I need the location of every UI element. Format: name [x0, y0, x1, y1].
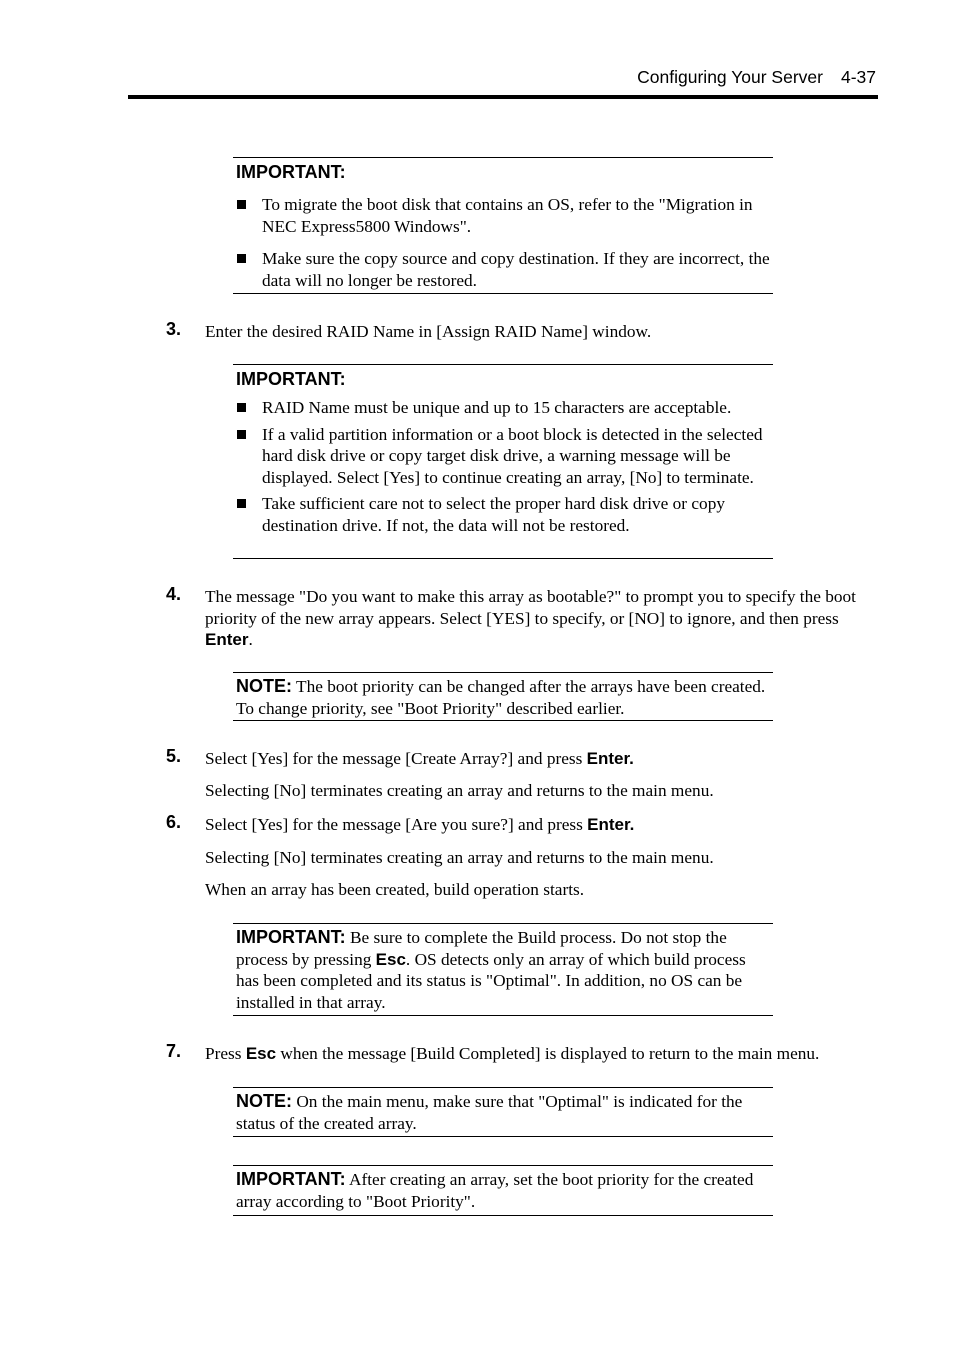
header-rule — [128, 95, 878, 99]
key-name: Enter. — [586, 749, 634, 768]
step-number: 4. — [166, 584, 182, 604]
note-text: NOTE: On the main menu, make sure that "Optimal" is indicated for the status of the created array. — [236, 1091, 743, 1133]
important-list — [233, 397, 773, 536]
step-text: Press Esc when the message [Build Completed] is displayed to return to the main menu. — [205, 1044, 820, 1063]
step-7 — [166, 1043, 866, 1065]
key-name: Enter. — [587, 815, 635, 834]
step-3 — [166, 321, 866, 343]
list-item: Take sufficient care not to select the proper hard disk drive or copy destination drive. If not, the data will not be restored. — [233, 493, 773, 536]
list-item: If a valid partition information or a boot block is detected in the selected hard disk drive or copy target disk drive, a warning message will be displayed. Select [Yes] to continue creating an array, [No] to terminate. — [233, 424, 773, 489]
important-heading: IMPORTANT: — [236, 369, 346, 389]
step-6-note-1: Selecting [No] terminates creating an array and returns to the main menu. — [205, 848, 714, 867]
square-bullet-icon — [237, 254, 246, 263]
list-item: To migrate the boot disk that contains an OS, refer to the "Migration in NEC Express5800 Windows". — [233, 194, 773, 237]
step-text: Select [Yes] for the message [Are you sure?] and press Enter. — [205, 815, 635, 834]
note-box-2 — [233, 1087, 773, 1137]
list-item: Make sure the copy source and copy destination. If they are incorrect, the data will no longer be restored. — [233, 248, 773, 291]
important-list — [233, 194, 773, 291]
square-bullet-icon — [237, 499, 246, 508]
step-number: 3. — [166, 319, 182, 339]
step-text: The message "Do you want to make this array as bootable?" to prompt you to specify the boot priority of the new array appears. Select [YES] to specify, or [NO] to ignore, and then press Enter. — [205, 587, 856, 649]
list-item: RAID Name must be unique and up to 15 characters are acceptable. — [233, 397, 773, 419]
step-6-note-2: When an array has been created, build operation starts. — [205, 880, 585, 899]
note-text: NOTE: The boot priority can be changed after the arrays have been created. To change priority, see "Boot Priority" described earlier. — [236, 676, 766, 718]
step-5 — [166, 748, 866, 770]
step-text: Enter the desired RAID Name in [Assign RAID Name] window. — [205, 322, 652, 341]
important-box-4 — [233, 1165, 773, 1216]
step-6 — [166, 814, 866, 836]
step-number: 5. — [166, 746, 182, 766]
important-text: IMPORTANT: After creating an array, set the boot priority for the created array according to "Boot Priority". — [236, 1169, 754, 1211]
important-text: IMPORTANT: Be sure to complete the Build process. Do not stop the process by pressing Esc. OS detects only an array of which build process has been completed and its status is "Optimal". In addition, no OS can be installed in that array. — [236, 927, 746, 1012]
square-bullet-icon — [237, 403, 246, 412]
page-number: 4-37 — [840, 67, 876, 87]
key-name: Enter — [205, 630, 249, 649]
section-title: Configuring Your Server — [637, 67, 823, 87]
key-name: Esc — [245, 1044, 277, 1063]
important-heading: IMPORTANT: — [236, 1169, 346, 1189]
important-heading: IMPORTANT: — [236, 162, 346, 182]
important-box-1 — [233, 157, 773, 294]
note-heading: NOTE: — [236, 1091, 292, 1111]
step-5-note: Selecting [No] terminates creating an array and returns to the main menu. — [205, 781, 714, 800]
note-heading: NOTE: — [236, 676, 292, 696]
step-4 — [166, 586, 866, 651]
step-number: 6. — [166, 812, 182, 832]
key-name: Esc — [375, 949, 406, 969]
important-box-3 — [233, 923, 773, 1016]
important-box-2 — [233, 364, 773, 559]
square-bullet-icon — [237, 200, 246, 209]
note-box-1 — [233, 672, 773, 721]
square-bullet-icon — [237, 430, 246, 439]
step-number: 7. — [166, 1041, 182, 1061]
important-heading: IMPORTANT: — [236, 927, 346, 947]
step-text: Select [Yes] for the message [Create Array?] and press Enter. — [205, 749, 634, 768]
page-header — [128, 66, 876, 88]
